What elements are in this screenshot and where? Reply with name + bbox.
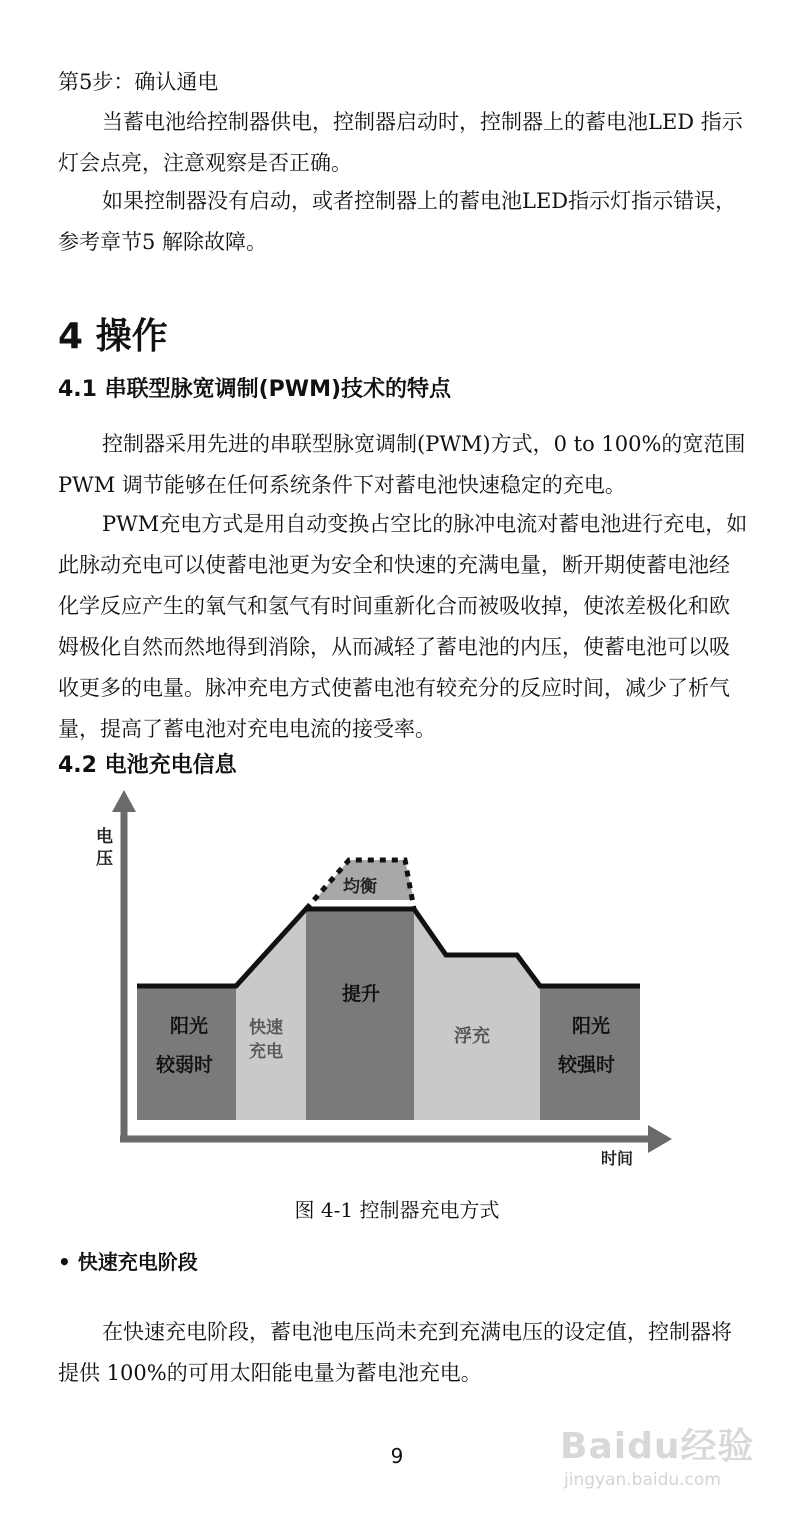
equalize-label: 均衡 bbox=[343, 877, 377, 897]
x-axis-arrow bbox=[648, 1125, 672, 1153]
stage-low-sun-line2: 较弱时 bbox=[156, 1054, 214, 1076]
subsection-title-charge-info: 4.2 电池充电信息 bbox=[58, 753, 237, 778]
watermark-url: jingyan.baidu.com bbox=[564, 1470, 721, 1490]
paragraph-pwm-intro: 控制器采用先进的串联型脉宽调制(PWM)方式，0 to 100%的宽范围PWM 调节能够在任何系统条件下对蓄电池快速稳定的充电。 bbox=[58, 432, 746, 497]
step-title: 第5步：确认通电 bbox=[58, 70, 219, 94]
stage-fast-line1: 快速 bbox=[249, 1018, 283, 1038]
paragraph-pwm-detail: PWM充电方式是用自动变换占空比的脉冲电流对蓄电池进行充电，如此脉动充电可以使蓄电池更为安全和快速的充满电量，断开期使蓄电池经化学反应产生的氧气和氢气有时间重新化合而被吸收掉，使浓差极化和欧姆极化自然而然地得到消除，从而减轻了蓄电池的内压，使蓄电池可以吸收更多的电量。脉冲充电方式使蓄电池有较充分的反应时间，减少了析气量，提高了蓄电池对充电电流的接受率。 bbox=[58, 512, 748, 741]
stage-boost-label: 提升 bbox=[342, 983, 381, 1005]
stage-high-sun-line1: 阳光 bbox=[572, 1015, 611, 1037]
stage-block-high-sun bbox=[540, 986, 640, 1120]
paragraph-troubleshoot: 如果控制器没有启动，或者控制器上的蓄电池LED指示灯指示错误，参考章节5 解除故障。 bbox=[58, 189, 737, 254]
stage-float-label: 浮充 bbox=[454, 1026, 490, 1047]
bullet-title-fast-charge: • 快速充电阶段 bbox=[58, 1250, 198, 1274]
stage-high-sun-line2: 较强时 bbox=[558, 1054, 616, 1076]
x-axis-label: 时间 bbox=[601, 1149, 634, 1168]
stage-low-sun-line1: 阳光 bbox=[170, 1015, 209, 1037]
paragraph-led-indicator: 当蓄电池给控制器供电，控制器启动时，控制器上的蓄电池LED 指示灯会点亮，注意观察是否正确。 bbox=[58, 110, 743, 175]
charge-mode-diagram bbox=[92, 790, 682, 1180]
section-title: 4 操作 bbox=[58, 316, 168, 357]
y-axis-arrow bbox=[112, 790, 136, 812]
page-number: 9 bbox=[390, 1444, 404, 1468]
y-axis-label-2: 压 bbox=[96, 849, 113, 869]
y-axis-label-1: 电 bbox=[96, 827, 113, 847]
stage-block-low-sun bbox=[137, 986, 236, 1120]
subsection-title-pwm: 4.1 串联型脉宽调制(PWM)技术的特点 bbox=[58, 377, 452, 402]
watermark-logo: Baidu经验 bbox=[560, 1426, 755, 1467]
stage-block-float bbox=[414, 909, 540, 1120]
paragraph-fast-charge: 在快速充电阶段，蓄电池电压尚未充到充满电压的设定值，控制器将提供 100%的可用太阳能电量为蓄电池充电。 bbox=[58, 1320, 732, 1385]
figure-caption: 图 4-1 控制器充电方式 bbox=[294, 1198, 500, 1222]
stage-block-boost bbox=[306, 909, 414, 1120]
watermark bbox=[560, 1408, 770, 1508]
stage-fast-line2: 充电 bbox=[249, 1042, 283, 1062]
